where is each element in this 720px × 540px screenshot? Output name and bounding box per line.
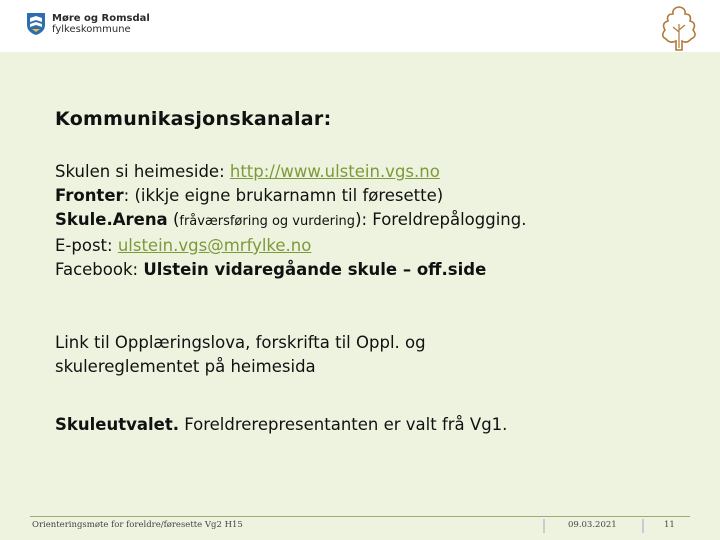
skulearena-label: Skule.Arena xyxy=(55,210,168,229)
website-label: Skulen si heimeside: xyxy=(55,162,230,181)
website-link[interactable]: http://www.ulstein.vgs.no xyxy=(229,162,440,181)
skulearena-text: ): Foreldrepålogging. xyxy=(355,210,527,229)
footer-divider xyxy=(30,516,690,517)
law-line-2: skulereglementet på heimesida xyxy=(55,357,316,376)
council-paragraph xyxy=(55,413,507,437)
list-item-skulearena xyxy=(55,208,526,234)
logo xyxy=(26,12,150,36)
list-item-email xyxy=(55,234,526,258)
facebook-page-name: Ulstein vidaregåande skule – off.side xyxy=(143,260,487,279)
footer-title: Orienteringsmøte for foreldre/føresette Vg2 H15 xyxy=(32,520,243,530)
law-paragraph xyxy=(55,331,426,379)
footer-separator xyxy=(543,519,545,533)
footer-date: 09.03.2021 xyxy=(568,520,617,530)
footer-separator xyxy=(642,519,644,533)
communication-list xyxy=(55,160,526,282)
logo-line-2: fylkeskommune xyxy=(52,24,131,35)
email-label: E-post: xyxy=(55,236,118,255)
fronter-text: : (ikkje eigne brukarnamn til føresette) xyxy=(123,186,444,205)
slide-header xyxy=(0,0,720,52)
list-item-fronter xyxy=(55,184,526,208)
logo-text xyxy=(52,13,150,35)
slide-footer xyxy=(0,505,720,540)
facebook-label: Facebook: xyxy=(55,260,144,279)
slide-title: Kommunikasjonskanalar: xyxy=(55,108,332,130)
logo-line-1: Møre og Romsdal xyxy=(52,13,150,24)
slide-number: 11 xyxy=(664,520,675,530)
email-link[interactable]: ulstein.vgs@mrfylke.no xyxy=(117,236,312,255)
skulearena-open: ( xyxy=(167,210,180,229)
fronter-label: Fronter xyxy=(55,186,124,205)
tree-icon xyxy=(656,4,702,52)
law-line-1: Link til Opplæringslova, forskrifta til Oppl. og xyxy=(55,333,426,352)
list-item-website xyxy=(55,160,526,184)
council-text: Foreldrerepresentanten er valt frå Vg1. xyxy=(178,415,508,434)
skulearena-note: fråværsføring og vurdering xyxy=(179,214,356,229)
coat-of-arms-icon xyxy=(26,12,46,36)
council-label: Skuleutvalet. xyxy=(55,415,179,434)
list-item-facebook xyxy=(55,258,526,282)
